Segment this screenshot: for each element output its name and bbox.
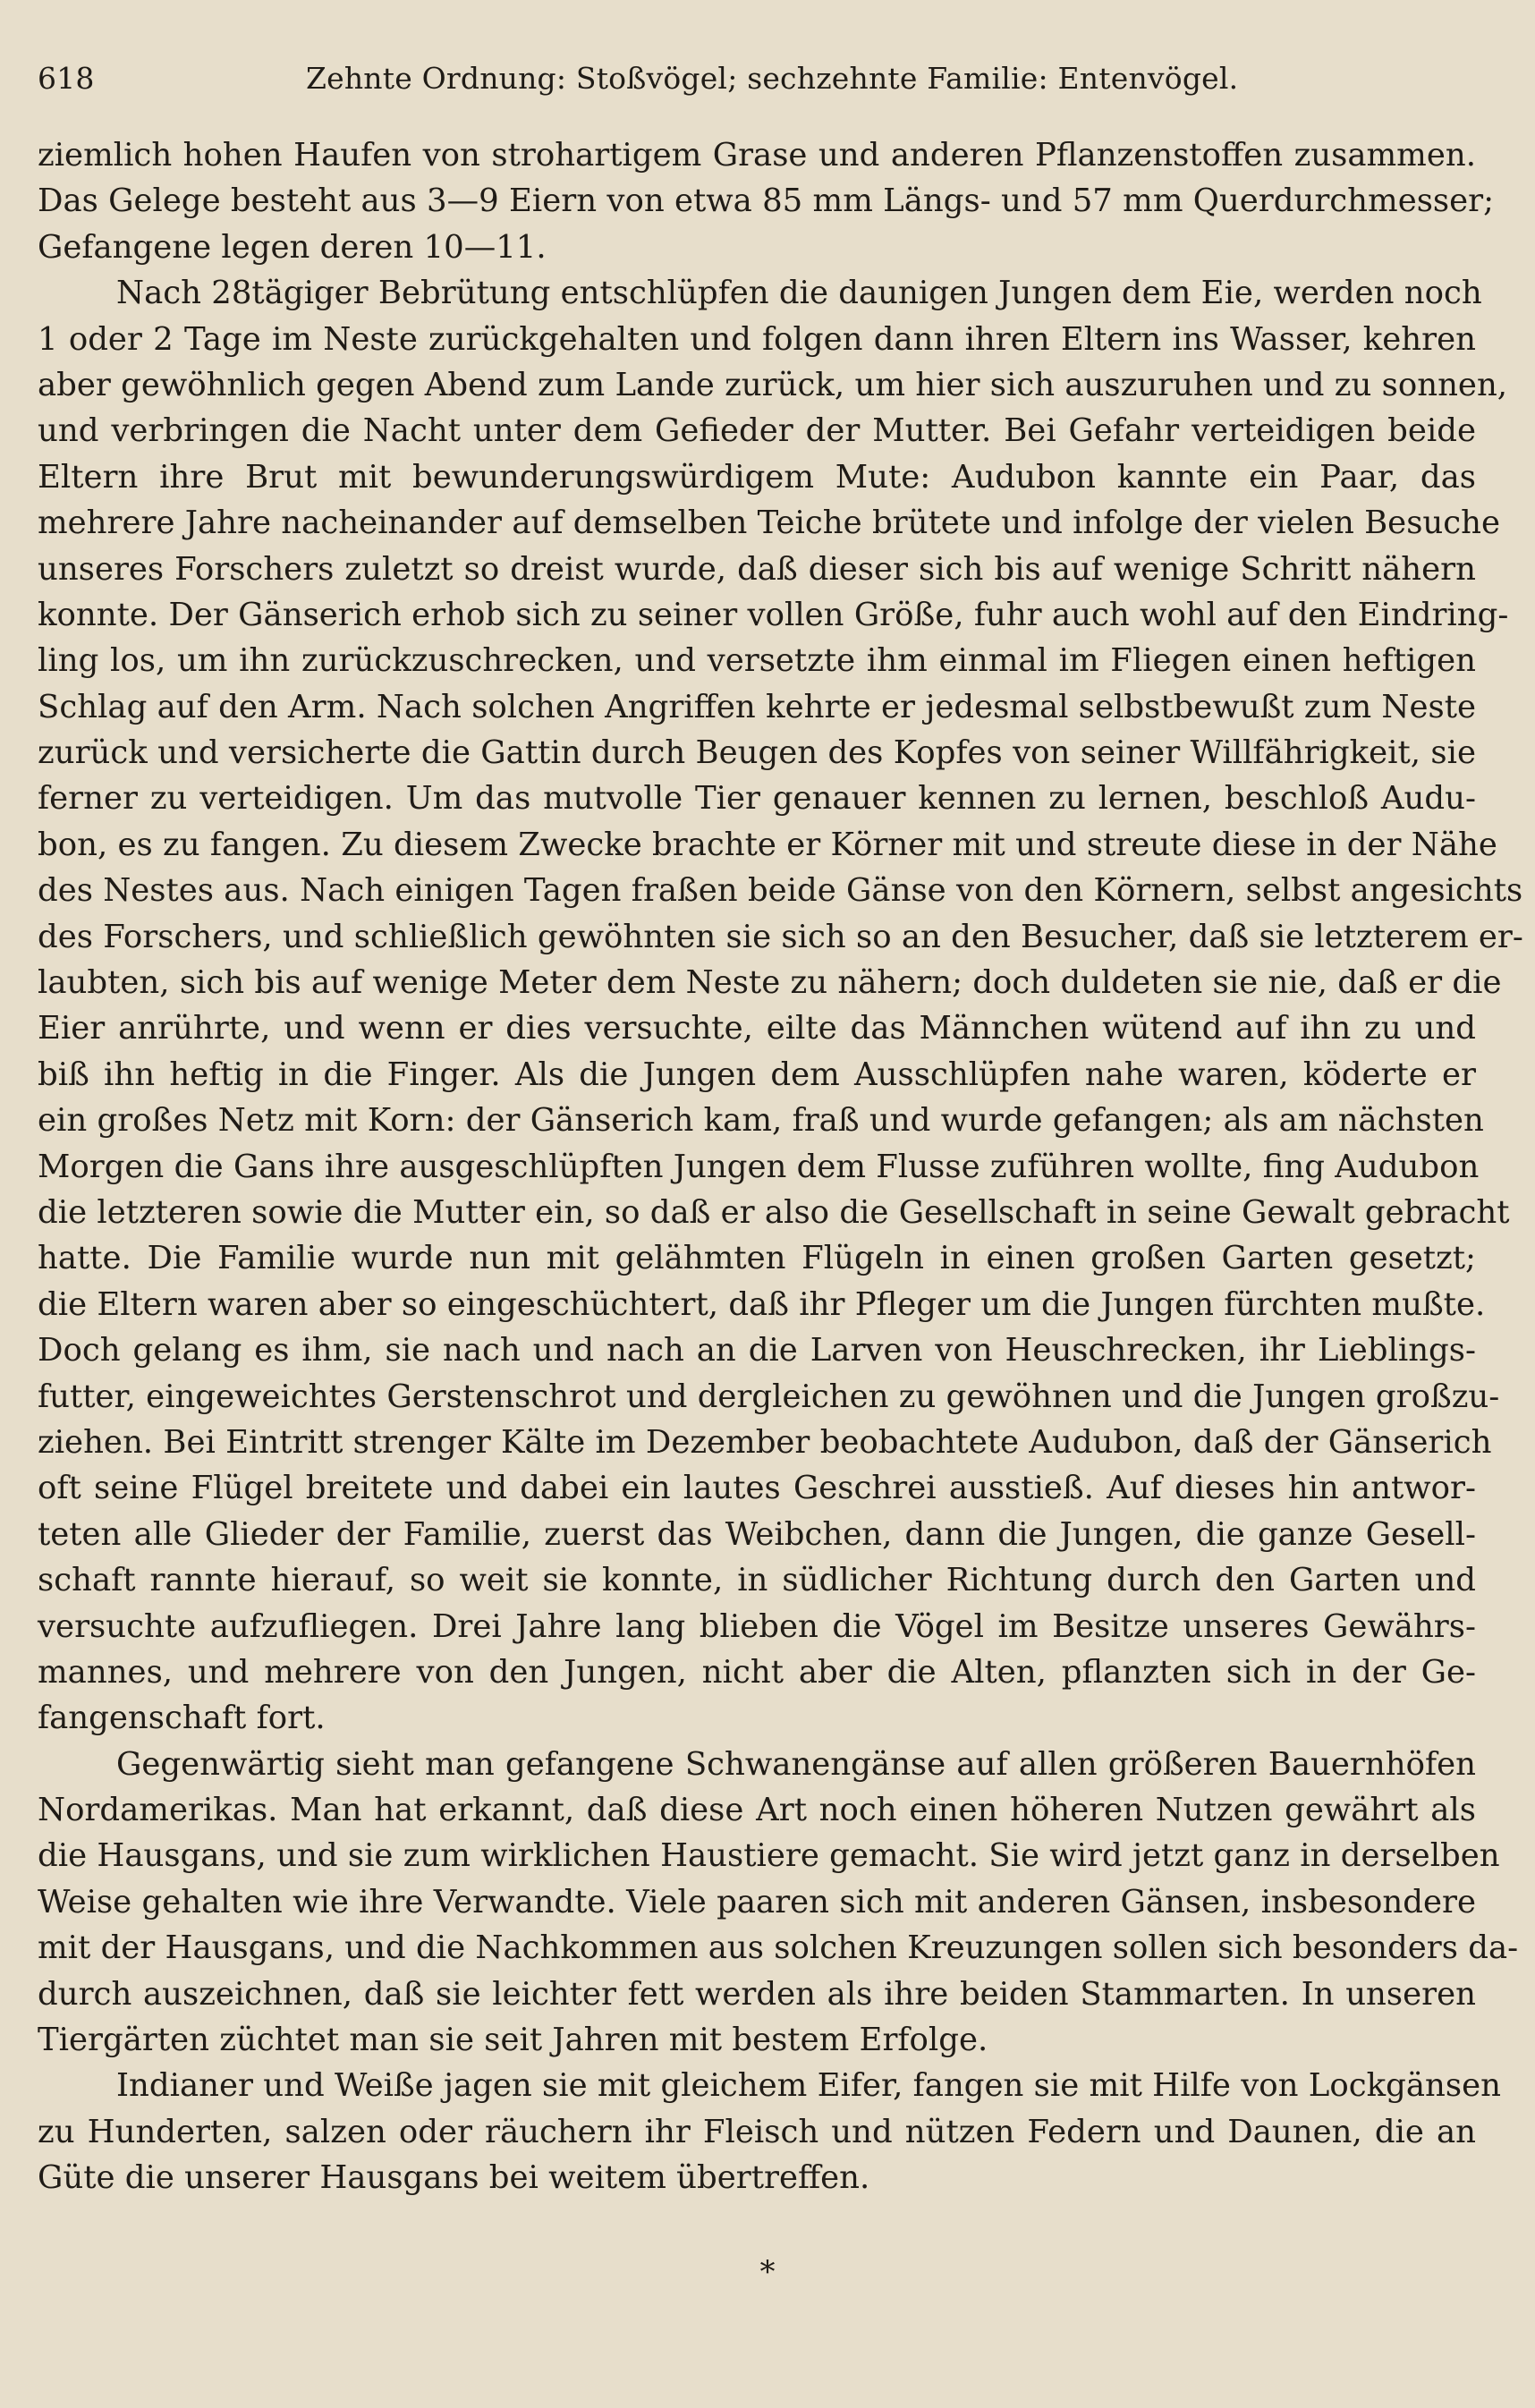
text-line: die letzteren sowie die Mutter ein, so daß er also die Gesellschaft in seine Gewalt gebracht: [38, 1193, 1510, 1231]
text-line: bon, es zu fangen. Zu diesem Zwecke brachte er Körner mit und streute diese in der Nähe: [38, 826, 1497, 863]
text-line: ling los, um ihn zurückzuschrecken, und versetzte ihm einmal im Fliegen einen heftigen: [38, 642, 1476, 680]
text-line: Morgen die Gans ihre ausgeschlüpften Jungen dem Flusse zuführen wollte, fing Audubon: [38, 1148, 1480, 1185]
text-line: aber gewöhnlich gegen Abend zum Lande zurück, um hier sich auszuruhen und zu sonnen,: [38, 366, 1508, 403]
text-line: teten alle Glieder der Familie, zuerst das Weibchen, dann die Jungen, die ganze Gesell-: [38, 1515, 1476, 1553]
text-line: Weise gehalten wie ihre Verwandte. Viele paaren sich mit anderen Gänsen, insbesondere: [38, 1883, 1476, 1920]
text-line: des Nestes aus. Nach einigen Tagen fraßen beide Gänse von den Körnern, selbst angesichts: [38, 872, 1523, 910]
text-line: futter, eingeweichtes Gerstenschrot und dergleichen zu gewöhnen und die Jungen großzu-: [38, 1378, 1500, 1415]
page-body: [38, 132, 1523, 2201]
text-line: biß ihn heftig in die Finger. Als die Jungen dem Ausschlüpfen nahe waren, köderte er: [38, 1056, 1476, 1093]
text-line: Schlag auf den Arm. Nach solchen Angriffen kehrte er jedesmal selbstbewußt zum Neste: [38, 688, 1476, 725]
text-line: ein großes Netz mit Korn: der Gänserich kam, fraß und wurde gefangen; als am nächsten: [38, 1102, 1484, 1140]
text-line: 1 oder 2 Tage im Neste zurückgehalten und folgen dann ihren Eltern ins Wasser, kehren: [38, 320, 1476, 358]
text-line: mehrere Jahre nacheinander auf demselben Teiche brütete und infolge der vielen Besuche: [38, 504, 1501, 542]
text-line: Gefangene legen deren 10—11.: [38, 228, 547, 266]
text-line: laubten, sich bis auf wenige Meter dem Neste zu nähern; doch duldeten sie nie, daß er die: [38, 964, 1502, 1002]
paragraph-4: [38, 2063, 1501, 2200]
text-line: Das Gelege besteht aus 3—9 Eiern von etwa 85 mm Längs- und 57 mm Querdurchmesser;: [38, 182, 1495, 220]
text-line: fangenschaft fort.: [38, 1700, 326, 1737]
running-title: Zehnte Ordnung: Stoßvögel; sechzehnte Familie: Entenvögel.: [306, 61, 1239, 96]
text-line: oft seine Flügel breitete und dabei ein lautes Geschrei ausstieß. Auf dieses hin antwor-: [38, 1470, 1476, 1507]
text-line: schaft rannte hierauf, so weit sie konnte, in südlicher Richtung durch den Garten und: [38, 1562, 1476, 1599]
text-line: die Eltern waren aber so eingeschüchtert, daß ihr Pfleger um die Jungen fürchten mußte.: [38, 1285, 1486, 1323]
text-line: unseres Forschers zuletzt so dreist wurde, daß dieser sich bis auf wenige Schritt nähern: [38, 550, 1476, 588]
text-line: Tiergärten züchtet man sie seit Jahren mit bestem Erfolge.: [38, 2022, 988, 2059]
text-line: Indianer und Weiße jagen sie mit gleichem Eifer, fangen sie mit Hilfe von Lockgänsen: [116, 2067, 1501, 2105]
text-line: Güte die unserer Hausgans bei weitem übertreffen.: [38, 2159, 870, 2197]
text-line: Doch gelang es ihm, sie nach und nach an die Larven von Heuschrecken, ihr Lieblings-: [38, 1332, 1476, 1369]
text-line: und verbringen die Nacht unter dem Gefieder der Mutter. Bei Gefahr verteidigen beide: [38, 412, 1476, 450]
text-line: Eltern ihre Brut mit bewunderungswürdigem Mute: Audubon kannte ein Paar, das: [38, 458, 1476, 496]
text-line: des Forschers, und schließlich gewöhnten sie sich so an den Besucher, daß sie letzterem er-: [38, 918, 1523, 955]
text-line: die Hausgans, und sie zum wirklichen Haustiere gemacht. Sie wird jetzt ganz in derselben: [38, 1837, 1500, 1875]
text-line: zurück und versicherte die Gattin durch Beugen des Kopfes von seiner Willfährigkeit, sie: [38, 734, 1476, 772]
page-number: 618: [38, 61, 95, 96]
text-line: konnte. Der Gänserich erhob sich zu seiner vollen Größe, fuhr auch wohl auf den Eindring-: [38, 596, 1509, 633]
text-line: ferner zu verteidigen. Um das mutvolle Tier genauer kennen zu lernen, beschloß Audu-: [38, 780, 1476, 818]
paragraph-2: [38, 270, 1523, 1742]
section-separator: *: [759, 2254, 776, 2290]
text-line: mannes, und mehrere von den Jungen, nicht aber die Alten, pflanzten sich in der Ge-: [38, 1653, 1476, 1691]
text-line: ziehen. Bei Eintritt strenger Kälte im Dezember beobachtete Audubon, daß der Gänserich: [38, 1423, 1492, 1461]
text-line: Nordamerikas. Man hat erkannt, daß diese Art noch einen höheren Nutzen gewährt als: [38, 1792, 1476, 1829]
text-line: mit der Hausgans, und die Nachkommen aus solchen Kreuzungen sollen sich besonders da-: [38, 1929, 1519, 1967]
text-line: durch auszeichnen, daß sie leichter fett werden als ihre beiden Stammarten. In unseren: [38, 1975, 1476, 2013]
text-line: ziemlich hohen Haufen von strohartigem Grase und anderen Pflanzenstoffen zusammen.: [38, 137, 1476, 174]
page-header: [38, 61, 1478, 107]
text-line: hatte. Die Familie wurde nun mit gelähmten Flügeln in einen großen Garten gesetzt;: [38, 1240, 1476, 1277]
paragraph-3: [38, 1742, 1519, 2064]
text-line: Eier anrührte, und wenn er dies versuchte, eilte das Männchen wütend auf ihn zu und: [38, 1010, 1476, 1047]
paragraph-1: [38, 132, 1495, 270]
text-line: zu Hunderten, salzen oder räuchern ihr Fleisch und nützen Federn und Daunen, die an: [38, 2113, 1476, 2150]
text-line: Nach 28tägiger Bebrütung entschlüpfen die daunigen Jungen dem Eie, werden noch: [116, 275, 1482, 312]
text-line: versuchte aufzufliegen. Drei Jahre lang blieben die Vögel im Besitze unseres Gewährs-: [38, 1607, 1476, 1645]
text-line: Gegenwärtig sieht man gefangene Schwanengänse auf allen größeren Bauernhöfen: [116, 1745, 1476, 1783]
